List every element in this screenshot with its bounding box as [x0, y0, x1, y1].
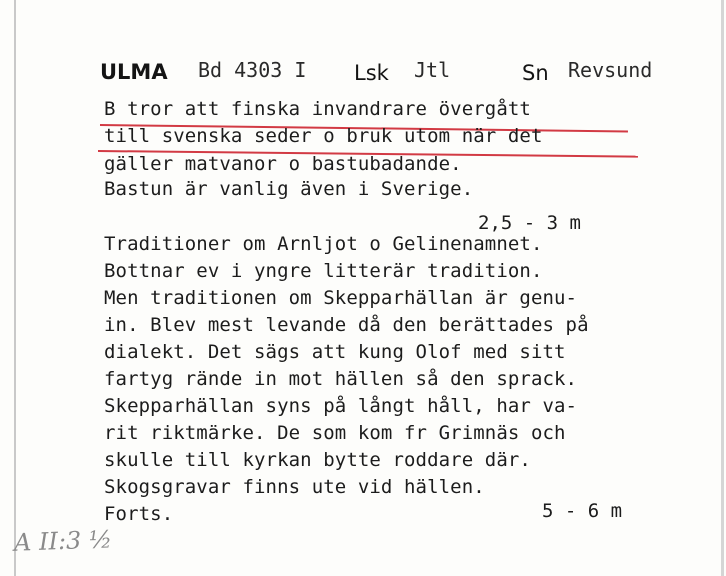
text-line-8: in. Blev mest levande då den berättades på — [104, 314, 589, 336]
text-line-9: dialekt. Det sägs att kung Olof med sitt — [104, 341, 566, 363]
landskap-value: Jtl — [414, 58, 451, 82]
text-line-12: rit riktmärke. De som kom fr Grimnäs och — [104, 422, 566, 444]
text-line-6: Bottnar ev i yngre litterär tradition. — [104, 260, 543, 282]
text-line-13: skulle till kyrkan bytte roddare där. — [104, 449, 531, 471]
text-line-5: Traditioner om Arnljot o Gelinenamnet. — [104, 233, 543, 255]
text-line-15: Forts. — [104, 503, 174, 525]
text-line-11: Skepparhällan syns på långt håll, har va- — [104, 395, 578, 417]
text-line-3: gäller matvanor o bastubadande. — [104, 153, 462, 175]
text-line-7: Men traditionen om Skepparhällan är genu- — [104, 287, 578, 309]
record-number: Bd 4303 I — [198, 58, 307, 82]
socken-label: Sn — [522, 61, 549, 85]
measure-second: 5 - 6 m — [542, 500, 623, 522]
handwritten-shelfmark: A II:3 ½ — [13, 525, 113, 557]
socken-value: Revsund — [568, 58, 653, 82]
text-line-14: Skogsgravar finns ute vid hällen. — [104, 476, 485, 498]
text-line-2: till svenska seder o bruk utom när det — [104, 125, 543, 147]
card-left-edge — [14, 0, 16, 576]
card-header — [100, 58, 700, 88]
text-line-1: B tror att finska invandrare övergått — [104, 98, 531, 120]
text-line-4: Bastun är vanlig även i Sverige. — [104, 178, 474, 200]
card-right-edge — [721, 0, 724, 576]
measure-first: 2,5 - 3 m — [478, 212, 581, 234]
archive-stamp: ULMA — [100, 60, 168, 84]
landskap-label: Lsk — [354, 61, 389, 85]
text-line-10: fartyg rände in mot hällen så den sprack. — [104, 368, 578, 390]
